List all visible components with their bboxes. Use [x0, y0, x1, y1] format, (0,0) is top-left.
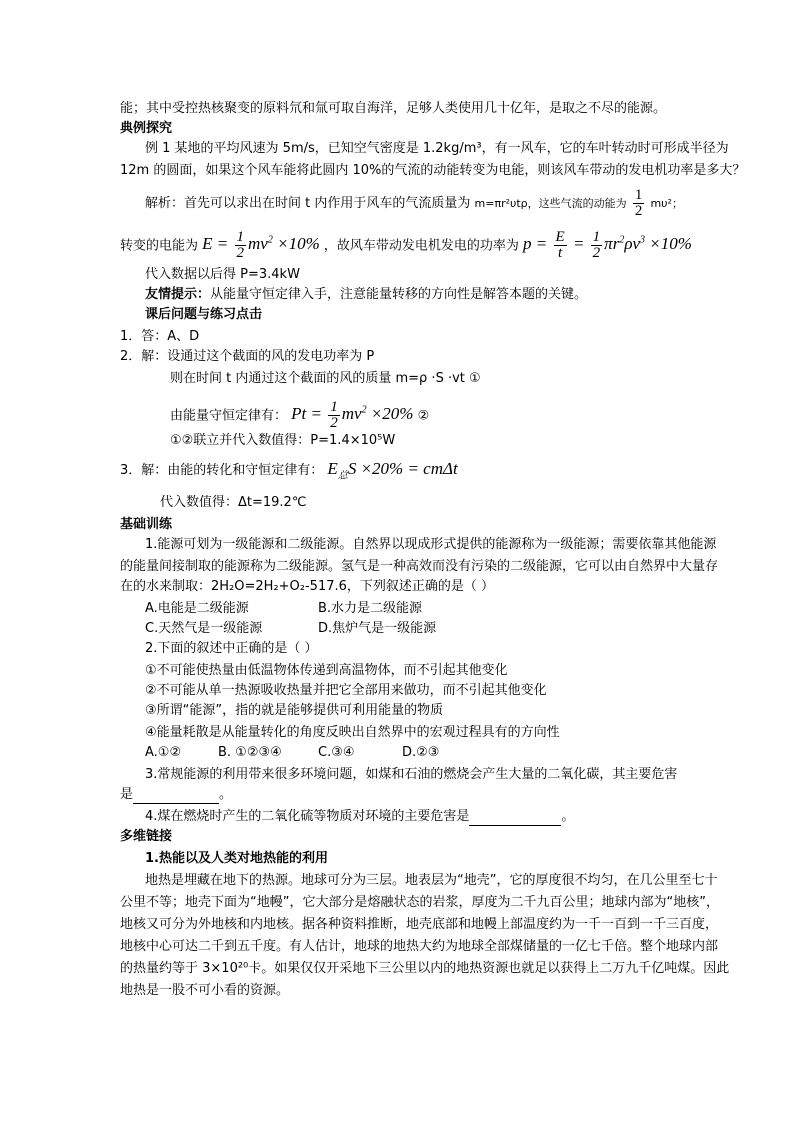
question-4-text: 4.煤在燃烧时产生的二氧化硫等物质对环境的主要危害是	[145, 809, 470, 824]
answer-blank[interactable]	[469, 811, 561, 826]
question-1-line-3: 在的水来制取：2H₂O=2H₂+O₂-517.6，下列叙述正确的是（ ）	[120, 579, 495, 594]
question-4	[145, 808, 574, 826]
question-2-option-b: B. ①②③④	[218, 745, 282, 760]
question-2-statement-2: ②不可能从单一热源吸收热量并把它全部用来做功，而不引起其他变化	[145, 683, 547, 698]
answer-3	[120, 460, 458, 485]
solution-kinetic-formula: mυ²；	[650, 197, 683, 210]
heading-jichu: 基础训练	[120, 517, 173, 532]
solution-result: 代入数据以后得 P=3.4kW	[145, 267, 300, 282]
heading-duowei: 多维链接	[120, 829, 173, 844]
answer-3-result: 代入数值得：Δt=19.2℃	[160, 495, 307, 510]
question-2-option-d: D.②③	[402, 745, 440, 760]
example-1-line-1: 例 1 某地的平均风速为 5m/s，已知空气密度是 1.2kg/m³，有一风车，它的车叶转动时可形成半径为	[145, 141, 729, 156]
question-2: 2.下面的叙述中正确的是（ ）	[145, 641, 318, 656]
solution-text: 解析：首先可以求出在时间 t 内作用于风车的气流质量为	[145, 196, 471, 211]
heading-dianli: 典例探究	[120, 121, 173, 136]
answer-3-text: 3．解：由能的转化和守恒定律有：	[120, 463, 324, 478]
answer-2: 2．解：设通过这个截面的风的发电功率为 P	[120, 349, 375, 364]
solution-line-2	[120, 230, 692, 261]
question-2-statement-1: ①不可能使热量由低温物体传递到高温物体，而不引起其他变化	[145, 663, 508, 678]
reading-line-4: 地核中心可达二千到五千度。有人估计，地球的地热大约为地球全部煤储量的一亿七千倍。整个地球内部	[120, 939, 719, 954]
friendly-tip	[145, 286, 587, 304]
reading-line-6: 地热是一股不可小看的资源。	[120, 983, 290, 998]
question-1-option-d: D.焦炉气是一级能源	[318, 621, 437, 636]
heading-kehou: 课后问题与练习点击	[145, 307, 263, 322]
formula-electric-energy: E = $\frac{1}{2}$ $mv^2 \times 10\%$	[202, 229, 320, 261]
reading-line-2: 公里不等；地壳下面为“地幔”，它大部分是熔融状态的岩浆，厚度为二千九百公里；地球内部为“地核”，	[120, 895, 719, 910]
solution-text-electric: 转变的电能为	[120, 238, 199, 254]
question-1-option-c: C.天然气是一级能源	[145, 621, 263, 636]
question-1-line-2: 的能量间接制取的能源称为二级能源。氢气是一种高效而没有污染的二级能源，它可以由自然界中大量存	[120, 559, 719, 574]
paragraph-continuation: 能；其中受控热核聚变的原料氘和氚可取自海洋，足够人类使用几十亿年，是取之不尽的能源。	[120, 101, 667, 116]
question-2-option-a: A.①②	[145, 745, 182, 760]
formula-heat: $E_总S \times 20\% = cm\Delta t$	[327, 459, 458, 482]
example-1-line-2: 12m 的圆面，如果这个风车能将此圆内 10%的气流的动能转变为电能，则该风车带动的发电机功率是多大？	[120, 163, 746, 178]
answer-blank[interactable]	[133, 789, 219, 804]
answer-2-step-b	[170, 400, 429, 431]
fraction-half: $\frac{1}{2}$	[634, 187, 643, 219]
reading-line-1: 地热是埋藏在地下的热源。地球可分为三层。地表层为“地壳”，它的厚度很不均匀，在几公里至七十	[145, 873, 718, 888]
question-3-line-1: 3.常规能源的利用带来很多环境问题，如煤和石油的燃烧会产生大量的二氧化碳，其主要危害	[145, 767, 678, 782]
solution-mass-formula: m=πr²υtρ，这些气流的动能为	[474, 197, 627, 210]
answer-2-step-b-text: 由能量守恒定律有：	[170, 408, 288, 424]
solution-text-power: ，故风车带动发电机发电的功率为	[323, 238, 519, 254]
question-4-end: 。	[561, 809, 575, 824]
answer-1: 1．答：A、D	[120, 329, 200, 344]
formula-energy-conservation: Pt = $\frac{1}{2}$ $mv^2 \times 20\%$	[291, 399, 414, 431]
reading-line-5: 的热量约等于 3×10²⁰卡。如果仅仅开采地下三公里以内的地热资源也就足以获得上二万九千亿吨煤。因此	[120, 961, 730, 976]
circle-2: ②	[417, 408, 430, 424]
question-2-statement-3: ③所谓“能源”，指的就是能够提供可利用能量的物质	[145, 703, 444, 718]
question-1-option-a: A.电能是二级能源	[145, 601, 249, 616]
question-2-option-c: C.③④	[318, 745, 355, 760]
question-1-option-b: B.水力是二级能源	[318, 601, 423, 616]
answer-2-step-a: 则在时间 t 内通过这个截面的风的质量 m=ρ ·S ·vt ①	[170, 371, 481, 386]
reading-line-3: 地核又可分为外地核和内地核。据各种资料推断，地壳底部和地幔上部温度约为一千一百到一千三百度，	[120, 917, 719, 932]
formula-power: p = $\frac{E}{t}$ = $\frac{1}{2}$ $\pi r^2\rho v^3 \times 10\%$	[523, 229, 692, 261]
question-3-line-2	[120, 786, 232, 804]
question-3-end: 。	[219, 787, 233, 802]
tip-label: 友情提示：	[145, 287, 211, 302]
subheading-geothermal: 1.热能以及人类对地热能的利用	[145, 851, 328, 866]
question-2-statement-4: ④能量耗散是从能量转化的角度反映出自然界中的宏观过程具有的方向性	[145, 725, 560, 740]
solution-line-1	[145, 188, 683, 219]
answer-2-step-c: ①②联立并代入数值得：P=1.4×10⁵W	[170, 433, 396, 448]
tip-text: 从能量守恒定律入手，注意能量转移的方向性是解答本题的关键。	[210, 287, 588, 302]
question-1-line-1: 1.能源可划为一级能源和二级能源。自然界以现成形式提供的能源称为一级能源；需要依靠其他能源	[145, 537, 717, 552]
question-3-prefix: 是	[120, 787, 134, 802]
